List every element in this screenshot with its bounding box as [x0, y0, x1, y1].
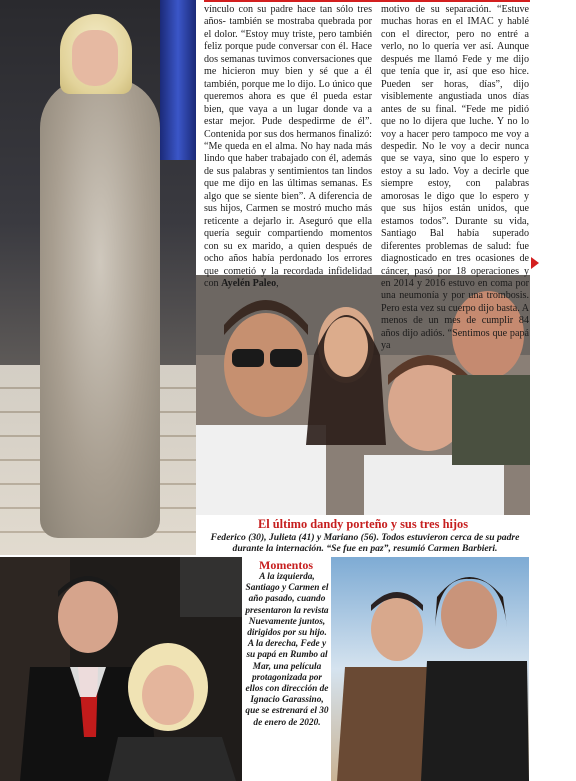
photo-stage-performer [0, 0, 196, 555]
article-text-left-end: , [276, 277, 279, 289]
article-column-right [381, 4, 529, 353]
stage-curtain [160, 0, 196, 160]
top-accent-rule [204, 0, 530, 2]
duo-illustration [331, 557, 529, 781]
couple-illustration [0, 557, 242, 781]
article-column-left [204, 4, 372, 290]
performer-face [72, 30, 118, 86]
photo-fede-and-father [331, 557, 529, 781]
photo-santiago-carmen [0, 557, 242, 781]
article-bold-name: Ayelén Paleo [221, 277, 277, 289]
article-text-right: motivo de su separación. “Estuve muchas horas en el IMAC y hablé con el director, pero no entré a verlo, no lo quería ver así. Aunque después me llamó Fede y me dijo que tenía que ir, así que eso hice. Pueden ser horas, días”, dijo visiblemente angustiada unos días antes de su final. “Fede me pidió que no lo dijera que luche. Y no lo voy a hacer pero tampoco me voy a despedir. No le voy a decir nunca que se vaya, sino que lo espero y estoy a su lado. Voy a decirle que siempre estoy, con palabras amorosas le digo que lo espero y que sus hijos están unidos, que estamos todos”. Durante su vida, Santiago Bal había superado diferentes problemas de salud: fue diagnosticado en tres ocasiones de cáncer, pasó por 18 operaciones y en 2014 y 2016 estuvo en coma por una neumonía y por una trombosis. Pero esta vez su cuerpo dijo basta. A menos de un mes de cumplir 84 años dijo adiós. “Sentimos que papá ya [381, 4, 530, 352]
continue-arrow-icon [531, 257, 539, 269]
performer-dress [40, 78, 160, 538]
caption-title: El último dandy porteño y sus tres hijos [257, 517, 469, 531]
article-text-left: vínculo con su padre hace tan sólo tres años- también se mostraba quebrada por el dolor. “Estoy muy triste, pero también feliz porque pude conversar con él. Hace dos semanas tuvimos conversaciones que me hicieron muy bien y sé que a él también, porque me lo dijo. Lo único que queremos ahora es que él pueda estar bien, que vaya a un lugar donde va a estar mejor. Pude despedirme de él”. Contenida por sus dos hermanos finalizó: “Me queda en el alma. No hay nada más lindo que haber trabajado con él, además de sus palabras y sentimientos tan lindos que me dijo en las últimas semanas. Es algo que se siente bien”. A diferencia de sus hijos, Carmen se mostró mucho más reticente a dejarlo ir. Aseguró que ella quería seguir compartiendo momentos con su ex marido, a quien después de ocho años había perdonado los errores que cometió y la recordada infidelidad con [204, 4, 372, 289]
momentos-body: A la izquierda, Santiago y Carmen el año pasado, cuando presentaron la revista Nuevamente juntos, dirigidos por su hijo. A la derecha, Fede y su papá en Rumbo al Mar, una película protagonizada por ellos con dirección de Ignacio Garassino, que se estrenará el 30 de enero de 2020. [245, 572, 329, 728]
momentos-title: Momentos [259, 558, 313, 572]
caption-body: Federico (30), Julieta (41) y Mariano (56). Todos estuvieron cerca de su padre durante la internación. “Se fue en paz”, resumió Carmen Barbieri. [210, 532, 520, 554]
